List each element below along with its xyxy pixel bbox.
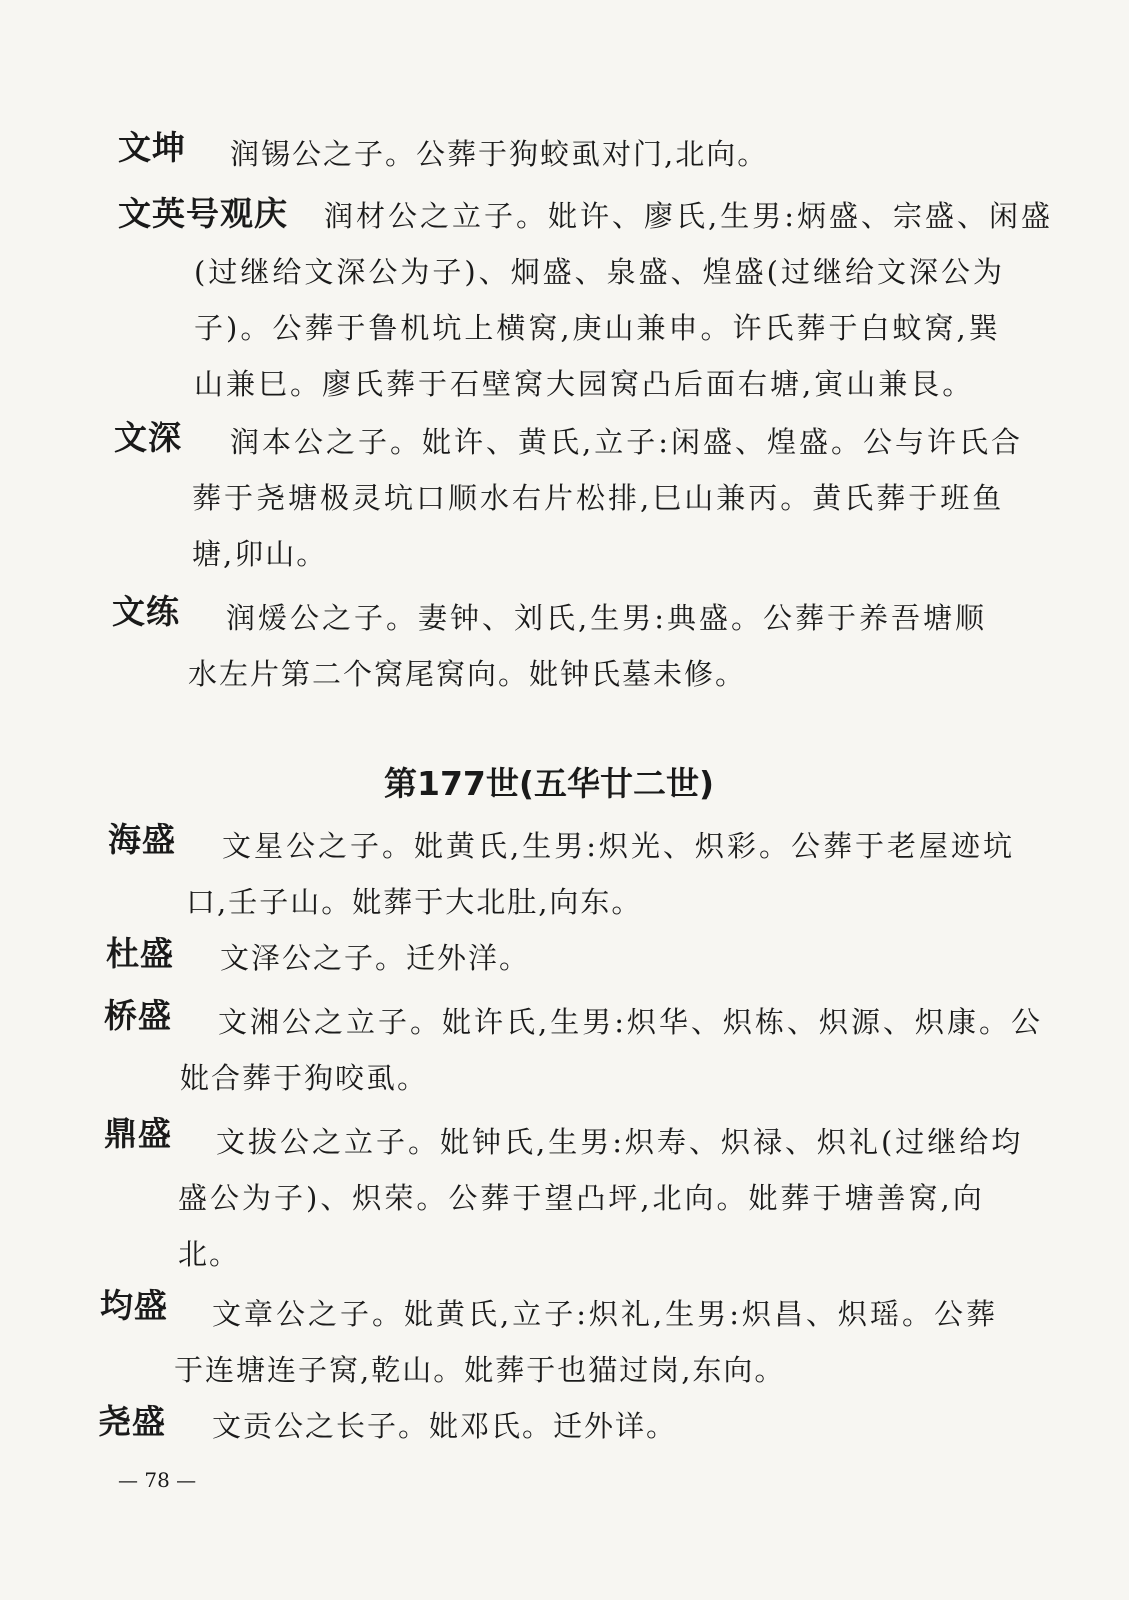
entry-name: 文深 [114,418,182,457]
entry-name: 均盛 [100,1286,168,1325]
entry-name: 杜盛 [106,934,174,973]
entry-line: 润锡公之子。公葬于狗蛟虱对门,北向。 [230,137,769,171]
entry-line: 北。 [178,1237,241,1271]
entry-name: 鼎盛 [104,1114,172,1153]
entry-line: 妣合葬于狗咬虱。 [180,1061,429,1095]
page-number: — 78 — [118,1468,197,1492]
entry-line: 塘,卯山。 [192,537,328,571]
entry-line: 子)。公葬于鲁机坑上横窝,庚山兼申。许氏葬于白蚊窝,巽 [194,311,1001,345]
entry-name: 海盛 [108,820,176,859]
entry-line: 于连塘连子窝,乾山。妣葬于也猫过岗,东向。 [174,1353,786,1387]
entry-line: 山兼巳。廖氏葬于石壁窝大园窝凸后面右塘,寅山兼艮。 [194,367,975,401]
entry-line: 文湘公之立子。妣许氏,生男:炽华、炽栋、炽源、炽康。公 [218,1005,1043,1039]
section-title: 第177世(五华廿二世) [384,764,715,803]
entry-line: 水左片第二个窝尾窝向。妣钟氏墓未修。 [188,657,747,691]
entry-line: 润本公之子。妣许、黄氏,立子:闲盛、煌盛。公与许氏合 [230,425,1023,459]
entry-line: 口,壬子山。妣葬于大北肚,向东。 [186,885,643,919]
entry-name: 文练 [112,592,180,631]
entry-name: 尧盛 [98,1402,166,1441]
entry-name: 文英号观庆 [118,194,288,233]
entry-line: (过继给文深公为子)、炯盛、泉盛、煌盛(过继给文深公为 [194,255,1005,289]
entry-line: 文泽公之子。迁外洋。 [220,941,531,975]
entry-line: 润材公之立子。妣许、廖氏,生男:炳盛、宗盛、闲盛 [324,199,1053,233]
entry-line: 润煖公之子。妻钟、刘氏,生男:典盛。公葬于养吾塘顺 [226,601,987,635]
entry-line: 盛公为子)、炽荣。公葬于望凸坪,北向。妣葬于塘善窝,向 [178,1181,985,1215]
entry-line: 文贡公之长子。妣邓氏。迁外详。 [212,1409,678,1443]
entry-line: 葬于尧塘极灵坑口顺水右片松排,巳山兼丙。黄氏葬于班鱼 [192,481,1005,515]
entry-name: 文坤 [118,128,186,167]
entry-line: 文拔公之立子。妣钟氏,生男:炽寿、炽禄、炽礼(过继给均 [216,1125,1024,1159]
entry-name: 桥盛 [104,996,172,1035]
entry-line: 文星公之子。妣黄氏,生男:炽光、炽彩。公葬于老屋迹坑 [222,829,1015,863]
entry-line: 文章公之子。妣黄氏,立子:炽礼,生男:炽昌、炽瑶。公葬 [212,1297,998,1331]
